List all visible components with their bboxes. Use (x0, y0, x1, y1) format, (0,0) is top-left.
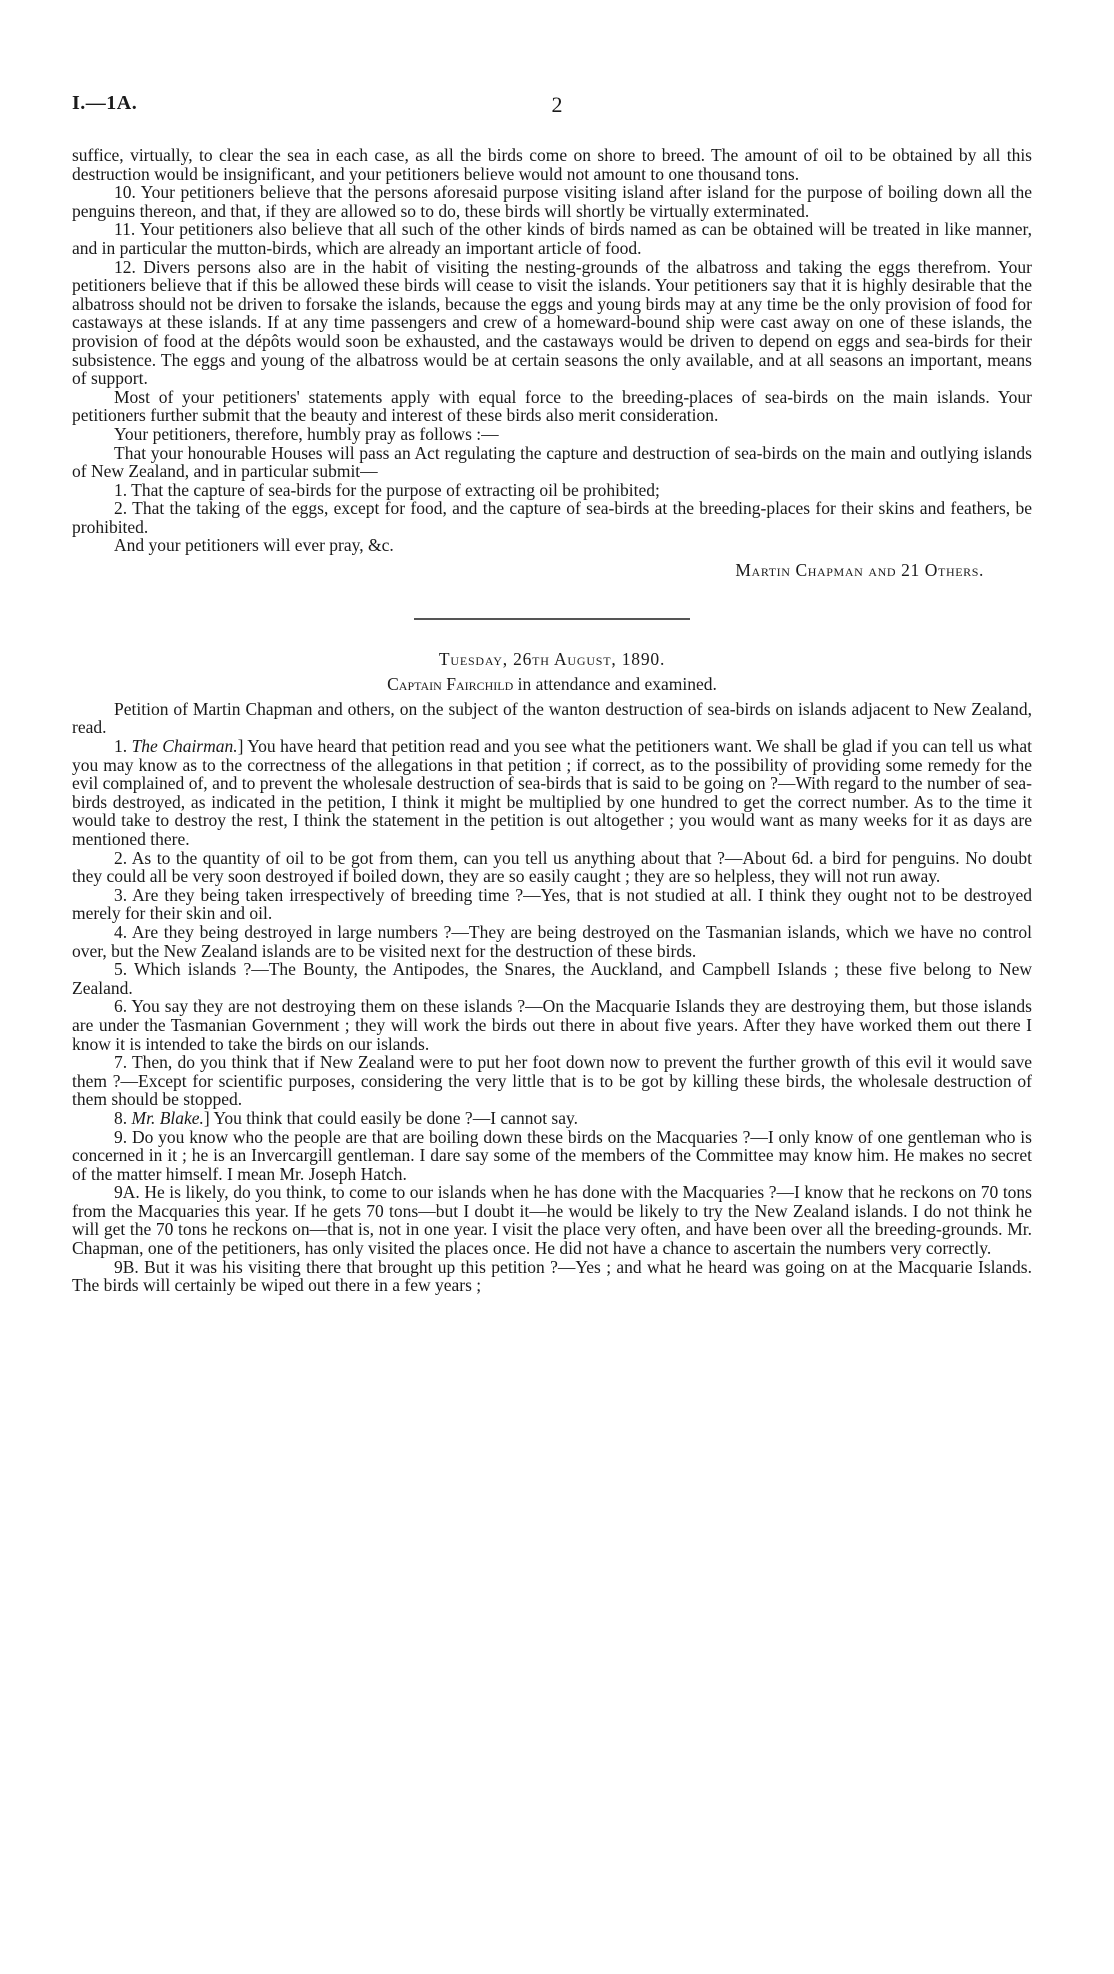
prayer-item-2: 2. That the taking of the eggs, except for food, and the capture of sea-birds at the breeding-places for their skins and feathers, be prohibited. (72, 498, 1032, 537)
question-7: 7. Then, do you think that if New Zealand were to put her foot down now to prevent the further growth of this evil it would save them ?—Except for scientific purposes, considering the very little that is to be got by killing these birds, the wholesale destruction of them should be stopped. (72, 1052, 1032, 1110)
attendance-text: in attendance and examined. (513, 674, 717, 695)
prayer-item-1: 1. That the capture of sea-birds for the purpose of extracting oil be prohibited; (114, 479, 660, 500)
question-6: 6. You say they are not destroying them on these islands ?—On the Macquarie Islands they are destroying them, but those islands are under the Tasmanian Government ; they will work the birds out there in about five years. After they have worked them out there I know it is intended to take the birds on our islands. (72, 996, 1032, 1054)
witness-attendance (72, 675, 1032, 694)
document-body (72, 146, 1032, 1295)
question-number: 8. (114, 1107, 132, 1128)
question-3: 3. Are they being taken irrespectively of breeding time ?—Yes, that is not studied at all. I think they ought not to be destroyed merely for their skin and oil. (72, 884, 1032, 924)
petition-clause-11: 11. Your petitioners also believe that all such of the other kinds of birds named as can be obtained will be treated in like manner, and in particular the mutton-birds, which are already an important article of food. (72, 219, 1032, 258)
section-divider (414, 618, 690, 620)
question-text: ] You have heard that petition read and you see what the petitioners want. We shall be glad if you can tell us what you may know as to the correctness of the allegations in that petition ; if correct, as to the possibility of providing some remedy for the evil complained of, and to prevent the wholesale destruction of sea-birds that is said to be going on ?—With regard to the number of sea-birds destroyed, as indicated in the petition, I think it might be multiplied by one hundred to get the correct number. As to the time it would take to destroy the rest, I think the statement in the petition is out altogether ; you would want as many weeks for it as days are mentioned there. (72, 736, 1033, 849)
petition-signature: Martin Chapman and 21 Others. (735, 560, 984, 581)
question-8 (72, 1109, 1032, 1128)
speaker-name: Mr. Blake. (131, 1107, 204, 1128)
petition-paragraph: suffice, virtually, to clear the sea in each case, as all the birds come on shore to breed. The amount of oil to be obtained by all this destruction would be insignificant, and your petitioners believe would not amount to one thousand tons. (72, 145, 1032, 184)
question-9: 9. Do you know who the people are that are boiling down these birds on the Macquaries ?—I only know of one gentleman who is concerned in it ; he is an Invercargill gentleman. I dare say some of the members of the Committee may know him. He makes no secret of the matter himself. I mean Mr. Joseph Hatch. (72, 1126, 1032, 1184)
witness-name: Captain Fairchild (387, 674, 514, 695)
question-5: 5. Which islands ?—The Bounty, the Antipodes, the Snares, the Auckland, and Campbell Islands ; these five belong to New Zealand. (72, 959, 1032, 998)
petition-closing: And your petitioners will ever pray, &c. (114, 535, 394, 556)
question-text: ] You think that could easily be done ?—I cannot say. (203, 1107, 578, 1128)
petition-paragraph: Most of your petitioners' statements apply with equal force to the breeding-places of sea-birds on the main islands. Your petitioners further submit that the beauty and interest of these birds also merit consideration. (72, 386, 1032, 426)
minutes-intro: Petition of Martin Chapman and others, on the subject of the wanton destruction of sea-birds on islands adjacent to New Zealand, read. (72, 698, 1032, 738)
question-4: 4. Are they being destroyed in large numbers ?—They are being destroyed on the Tasmanian islands, which we have no control over, but the New Zealand islands are to be visited next for the destruction of these birds. (72, 921, 1032, 961)
page-number: 2 (551, 92, 563, 117)
question-2: 2. As to the quantity of oil to be got from them, can you tell us anything about that ?—About 6d. a bird for penguins. No doubt they could all be very soon destroyed if boiled down, they are so easily caught ; they are so helpless, they will not run away. (72, 847, 1032, 887)
petition-prayer-intro: Your petitioners, therefore, humbly pray as follows :— (114, 423, 499, 444)
petition-clause-10: 10. Your petitioners believe that the persons aforesaid purpose visiting island after island for the purpose of boiling down all the penguins thereon, and that, if they are allowed so to do, these birds will shortly be virtually exterminated. (72, 182, 1032, 221)
question-number: 1. (114, 736, 132, 757)
question-9a: 9A. He is likely, do you think, to come to our islands when he has done with the Macquaries ?—I know that he reckons on 70 tons from the Macquaries this year. If he gets 70 tons—but I doubt it—he would be likely to try the New Zealand islands. I do not think he will get the 70 tons he reckons on—that is, not in one year. I visit the place very often, and have been over all the breeding-grounds. Mr. Chapman, one of the petitioners, has only visited the places once. He did not have a chance to ascertain the numbers very correctly. (72, 1182, 1032, 1259)
question-1 (72, 737, 1032, 849)
petition-clause-12: 12. Divers persons also are in the habit of visiting the nesting-grounds of the albatross and taking the eggs therefrom. Your petitioners believe that if this be allowed these birds will cease to visit the islands. Your petitioners say that it is highly desirable that the albatross should not be driven to forsake the islands, because the eggs and young birds may at any time be the only provision of food for castaways at these islands. If at any time passengers and crew of a homeward-bound ship were cast away on one of these islands, the provision of food at the dépôts would soon be exhausted, and the castaways would be driven to depend on eggs and sea-birds for their subsistence. The eggs and young of the albatross would be at certain seasons the only available, and at all seasons an important, means of support. (72, 256, 1032, 389)
question-9b: 9B. But it was his visiting there that brought up this petition ?—Yes ; and what he heard was going on at the Macquarie Islands. The birds will certainly be wiped out there in a few years ; (72, 1256, 1032, 1296)
paper-reference: I.—1A. (72, 92, 138, 114)
page-header (72, 92, 1042, 122)
speaker-name: The Chairman. (131, 736, 238, 757)
minutes-date: Tuesday, 26th August, 1890. (438, 648, 666, 669)
petition-prayer: That your honourable Houses will pass an Act regulating the capture and destruction of sea-birds on the main and outlying islands of New Zealand, and in particular submit— (72, 442, 1032, 482)
